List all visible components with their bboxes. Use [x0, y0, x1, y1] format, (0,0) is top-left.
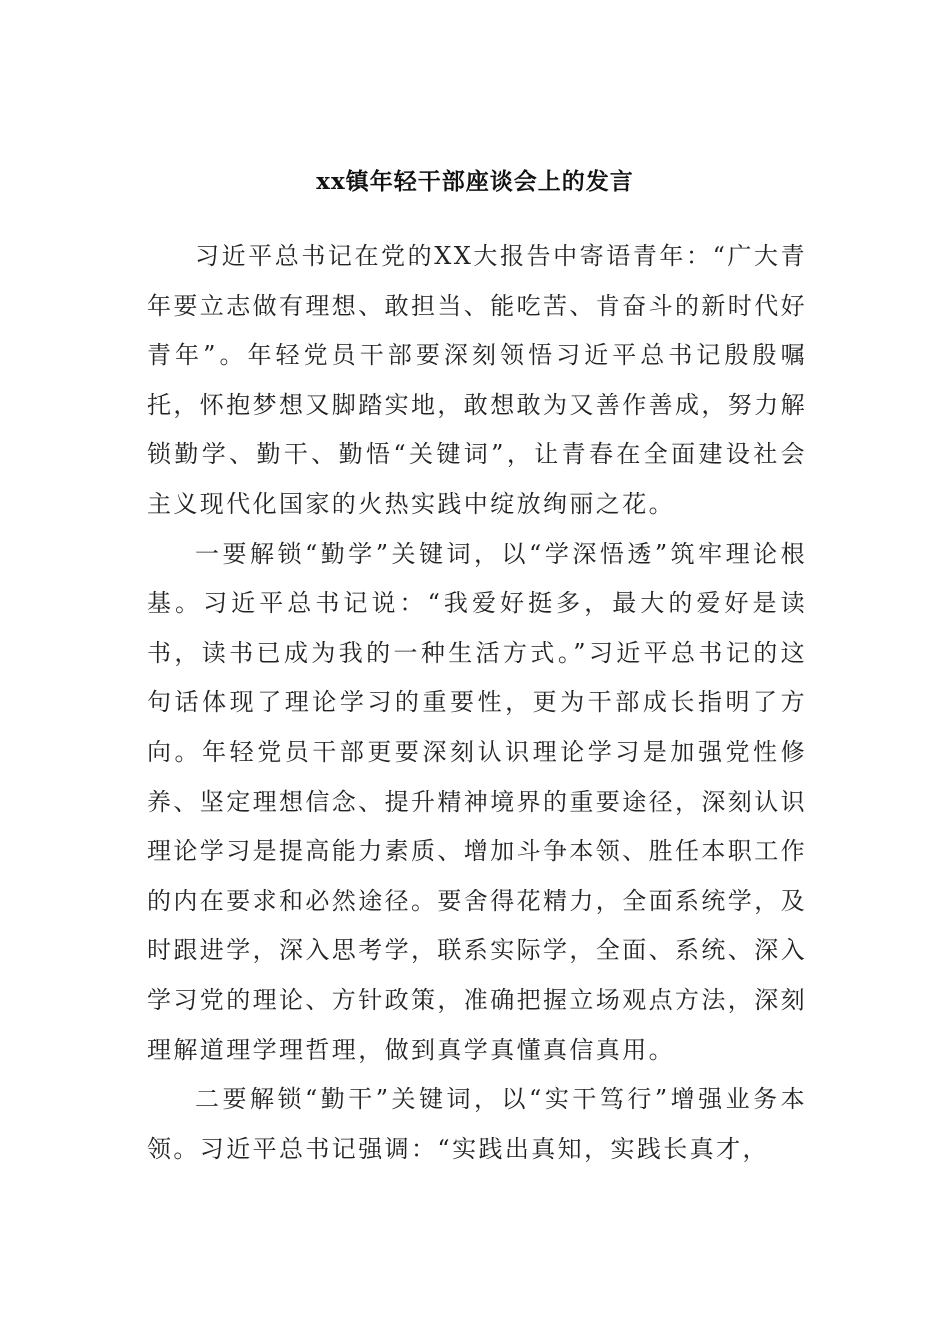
paragraph-diligent-work: 二要解锁“勤干”关键词，以“实干笃行”增强业务本领。习近平总书记强调：“实践出真知，实践长真才，: [147, 1085, 807, 1163]
document-body: [147, 232, 807, 1174]
document-title: xx镇年轻干部座谈会上的发言: [316, 168, 634, 195]
paragraph-diligent-study: 一要解锁“勤学”关键词，以“学深悟透”筑牢理论根基。习近平总书记说：“我爱好挺多，最大的爱好是读书，读书已成为我的一种生活方式。”习近平总书记的这句话体现了理论学习的重要性，更为干部成长指明了方向。年轻党员干部更要深刻认识理论学习是加强党性修养、坚定理想信念、提升精神境界的重要途径，深刻认识理论学习是提高能力素质、增加斗争本领、胜任本职工作的内在要求和必然途径。要舍得花精力，全面系统学，及时跟进学，深入思考学，联系实际学，全面、系统、深入学习党的理论、方针政策，准确把握立场观点方法，深刻理解道理学理哲理，做到真学真懂真信真用。: [147, 539, 807, 1064]
paragraph-intro: 习近平总书记在党的XX大报告中寄语青年：“广大青年要立志做有理想、敢担当、能吃苦、肯奋斗的新时代好青年”。年轻党员干部要深刻领悟习近平总书记殷殷嘱托，怀抱梦想又脚踏实地，敢想敢为又善作善成，努力解锁勤学、勤干、勤悟“关键词”，让青春在全面建设社会主义现代化国家的火热实践中绽放绚丽之花。: [147, 242, 807, 518]
